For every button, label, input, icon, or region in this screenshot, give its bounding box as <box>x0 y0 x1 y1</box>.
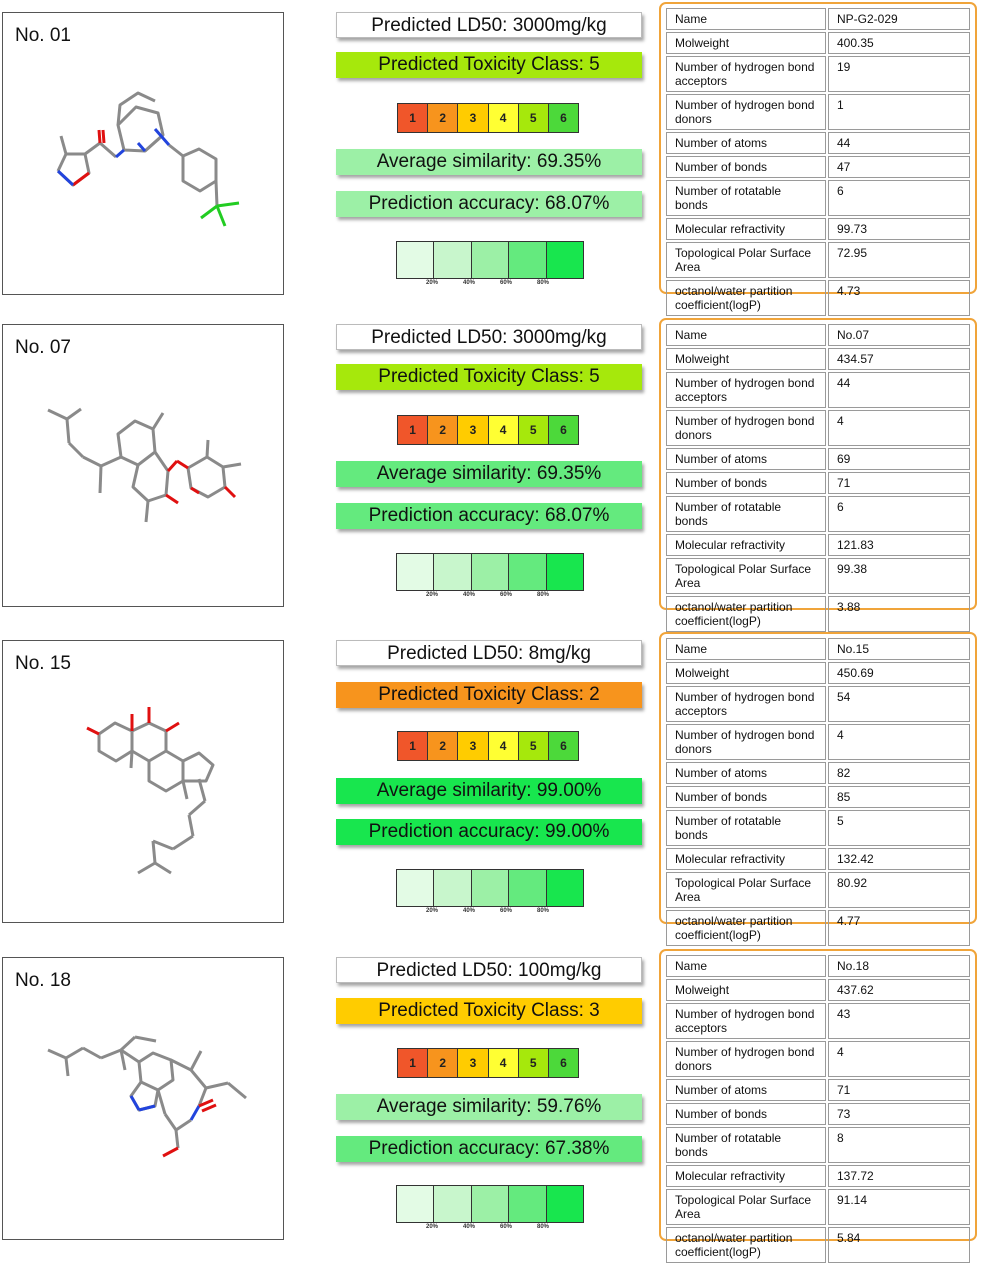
prop-value-atoms: 71 <box>828 1079 970 1101</box>
ld50-prediction: Predicted LD50: 100mg/kg <box>336 957 642 983</box>
molecule-structure-image <box>3 958 285 1241</box>
properties-table <box>659 2 977 312</box>
ld50-prediction: Predicted LD50: 8mg/kg <box>336 640 642 666</box>
prop-label: Name <box>666 324 826 346</box>
similarity-scale <box>396 241 584 279</box>
compound-panel-01 <box>0 12 982 312</box>
scale-cell <box>509 1186 546 1222</box>
prop-label: Molecular refractivity <box>666 1165 826 1187</box>
prop-label: Topological Polar Surface Area <box>666 558 826 594</box>
average-similarity: Average similarity: 99.00% <box>336 778 642 804</box>
prop-label: Number of rotatable bonds <box>666 180 826 216</box>
prediction-accuracy: Prediction accuracy: 67.38% <box>336 1136 642 1162</box>
prop-value-hba: 19 <box>828 56 970 92</box>
prop-value-atoms: 69 <box>828 448 970 470</box>
compound-label: No. 01 <box>15 25 71 46</box>
class-cell-6: 6 <box>549 104 578 132</box>
prop-value-bonds: 85 <box>828 786 970 808</box>
prop-label: Molecular refractivity <box>666 534 826 556</box>
prop-value-refractivity: 137.72 <box>828 1165 970 1187</box>
prop-label: Number of atoms <box>666 132 826 154</box>
prop-value-rotatable: 6 <box>828 496 970 532</box>
prop-value-name: No.07 <box>828 324 970 346</box>
prediction-accuracy: Prediction accuracy: 99.00% <box>336 819 642 845</box>
prop-label: octanol/water partition coefficient(logP) <box>666 280 826 316</box>
toxicity-class-scale <box>397 731 579 761</box>
class-cell-2: 2 <box>428 1049 458 1077</box>
scale-cell <box>547 870 583 906</box>
prop-value-bonds: 73 <box>828 1103 970 1125</box>
prop-value-molweight: 434.57 <box>828 348 970 370</box>
prop-label: Molweight <box>666 348 826 370</box>
prop-label: Number of hydrogen bond donors <box>666 724 826 760</box>
prop-label: octanol/water partition coefficient(logP) <box>666 1227 826 1263</box>
class-cell-3: 3 <box>458 104 488 132</box>
structure-box <box>2 640 284 923</box>
prop-value-refractivity: 99.73 <box>828 218 970 240</box>
prop-value-logp: 4.77 <box>828 910 970 946</box>
prop-value-rotatable: 6 <box>828 180 970 216</box>
ld50-prediction: Predicted LD50: 3000mg/kg <box>336 324 642 350</box>
structure-box <box>2 324 284 607</box>
scale-cell <box>509 242 546 278</box>
structure-box <box>2 12 284 295</box>
ld50-prediction: Predicted LD50: 3000mg/kg <box>336 12 642 38</box>
prop-value-hba: 43 <box>828 1003 970 1039</box>
prop-value-logp: 3.88 <box>828 596 970 632</box>
scale-tick: 60% <box>500 592 513 598</box>
scale-cell <box>397 870 434 906</box>
similarity-scale <box>396 553 584 591</box>
prop-label: Number of hydrogen bond acceptors <box>666 1003 826 1039</box>
class-cell-2: 2 <box>428 732 458 760</box>
prop-value-logp: 5.84 <box>828 1227 970 1263</box>
toxicity-class-prediction: Predicted Toxicity Class: 2 <box>336 682 642 708</box>
prop-value-hbd: 4 <box>828 1041 970 1077</box>
prop-label: Molecular refractivity <box>666 218 826 240</box>
scale-tick: 40% <box>463 908 476 914</box>
compound-label: No. 15 <box>15 653 71 674</box>
prop-label: Topological Polar Surface Area <box>666 242 826 278</box>
scale-tick: 20% <box>426 908 439 914</box>
class-cell-4: 4 <box>489 104 519 132</box>
prop-label: Molecular refractivity <box>666 848 826 870</box>
scale-cell <box>472 1186 509 1222</box>
properties-table <box>659 318 977 628</box>
scale-tick: 80% <box>537 908 550 914</box>
class-cell-5: 5 <box>519 104 549 132</box>
class-cell-5: 5 <box>519 732 549 760</box>
prop-value-atoms: 44 <box>828 132 970 154</box>
class-cell-5: 5 <box>519 416 549 444</box>
prop-value-hba: 54 <box>828 686 970 722</box>
scale-cell <box>509 554 546 590</box>
class-cell-2: 2 <box>428 416 458 444</box>
prop-value-molweight: 400.35 <box>828 32 970 54</box>
prop-value-hbd: 1 <box>828 94 970 130</box>
scale-cell <box>434 1186 471 1222</box>
average-similarity: Average similarity: 69.35% <box>336 149 642 175</box>
prop-value-molweight: 437.62 <box>828 979 970 1001</box>
scale-cell <box>434 870 471 906</box>
prop-value-tpsa: 91.14 <box>828 1189 970 1225</box>
prop-value-hbd: 4 <box>828 410 970 446</box>
class-cell-3: 3 <box>458 416 488 444</box>
prop-label: Number of rotatable bonds <box>666 810 826 846</box>
toxicity-class-scale <box>397 103 579 133</box>
scale-tick: 40% <box>463 592 476 598</box>
prop-label: Number of hydrogen bond donors <box>666 1041 826 1077</box>
class-cell-4: 4 <box>489 732 519 760</box>
prop-label: Number of rotatable bonds <box>666 1127 826 1163</box>
scale-cell <box>509 870 546 906</box>
prop-value-bonds: 71 <box>828 472 970 494</box>
scale-tick: 20% <box>426 592 439 598</box>
prop-value-rotatable: 8 <box>828 1127 970 1163</box>
prop-value-bonds: 47 <box>828 156 970 178</box>
scale-tick: 80% <box>537 280 550 286</box>
prop-label: Number of hydrogen bond donors <box>666 410 826 446</box>
prop-value-tpsa: 99.38 <box>828 558 970 594</box>
class-cell-2: 2 <box>428 104 458 132</box>
scale-cell <box>397 242 434 278</box>
prop-label: octanol/water partition coefficient(logP) <box>666 596 826 632</box>
prop-label: Number of hydrogen bond acceptors <box>666 372 826 408</box>
molecule-structure-image <box>3 13 285 296</box>
prop-value-name: No.18 <box>828 955 970 977</box>
compound-panel-15 <box>0 640 982 940</box>
prop-label: Name <box>666 955 826 977</box>
class-cell-6: 6 <box>549 732 578 760</box>
prop-label: Name <box>666 638 826 660</box>
class-cell-6: 6 <box>549 1049 578 1077</box>
toxicity-class-scale <box>397 415 579 445</box>
prop-value-hba: 44 <box>828 372 970 408</box>
prediction-accuracy: Prediction accuracy: 68.07% <box>336 191 642 217</box>
prop-label: Molweight <box>666 32 826 54</box>
class-cell-1: 1 <box>398 1049 428 1077</box>
prop-label: Number of hydrogen bond acceptors <box>666 686 826 722</box>
prop-value-hbd: 4 <box>828 724 970 760</box>
similarity-scale <box>396 1185 584 1223</box>
class-cell-5: 5 <box>519 1049 549 1077</box>
prop-value-tpsa: 80.92 <box>828 872 970 908</box>
prop-value-name: No.15 <box>828 638 970 660</box>
class-cell-1: 1 <box>398 104 428 132</box>
compound-label: No. 18 <box>15 970 71 991</box>
prop-label: Molweight <box>666 979 826 1001</box>
scale-cell <box>472 870 509 906</box>
scale-cell <box>472 242 509 278</box>
scale-cell <box>547 1186 583 1222</box>
prop-value-rotatable: 5 <box>828 810 970 846</box>
molecule-structure-image <box>3 641 285 924</box>
class-cell-3: 3 <box>458 1049 488 1077</box>
class-cell-3: 3 <box>458 732 488 760</box>
class-cell-4: 4 <box>489 1049 519 1077</box>
scale-cell <box>472 554 509 590</box>
prop-label: Number of bonds <box>666 786 826 808</box>
scale-cell <box>397 1186 434 1222</box>
scale-tick: 60% <box>500 1224 513 1230</box>
prop-label: Topological Polar Surface Area <box>666 1189 826 1225</box>
prop-value-refractivity: 121.83 <box>828 534 970 556</box>
prop-label: octanol/water partition coefficient(logP) <box>666 910 826 946</box>
prediction-accuracy: Prediction accuracy: 68.07% <box>336 503 642 529</box>
class-cell-1: 1 <box>398 732 428 760</box>
compound-panel-07 <box>0 324 982 628</box>
class-cell-6: 6 <box>549 416 578 444</box>
average-similarity: Average similarity: 69.35% <box>336 461 642 487</box>
prop-label: Number of bonds <box>666 156 826 178</box>
prop-label: Number of atoms <box>666 448 826 470</box>
structure-box <box>2 957 284 1240</box>
toxicity-class-prediction: Predicted Toxicity Class: 5 <box>336 364 642 390</box>
scale-tick: 80% <box>537 592 550 598</box>
class-cell-4: 4 <box>489 416 519 444</box>
scale-tick: 20% <box>426 280 439 286</box>
scale-tick: 60% <box>500 908 513 914</box>
scale-cell <box>547 554 583 590</box>
properties-table <box>659 632 977 942</box>
prop-value-molweight: 450.69 <box>828 662 970 684</box>
molecule-structure-image <box>3 325 285 608</box>
prop-value-logp: 4.73 <box>828 280 970 316</box>
prop-label: Topological Polar Surface Area <box>666 872 826 908</box>
toxicity-class-scale <box>397 1048 579 1078</box>
scale-tick: 20% <box>426 1224 439 1230</box>
scale-tick: 80% <box>537 1224 550 1230</box>
prop-label: Number of bonds <box>666 1103 826 1125</box>
prop-value-refractivity: 132.42 <box>828 848 970 870</box>
prop-value-atoms: 82 <box>828 762 970 784</box>
similarity-scale <box>396 869 584 907</box>
scale-cell <box>434 554 471 590</box>
prop-label: Number of atoms <box>666 1079 826 1101</box>
scale-tick: 40% <box>463 1224 476 1230</box>
prop-label: Number of atoms <box>666 762 826 784</box>
prop-value-tpsa: 72.95 <box>828 242 970 278</box>
prop-label: Molweight <box>666 662 826 684</box>
compound-panel-18 <box>0 957 982 1257</box>
prop-value-name: NP-G2-029 <box>828 8 970 30</box>
prop-label: Number of hydrogen bond donors <box>666 94 826 130</box>
scale-tick: 60% <box>500 280 513 286</box>
prop-label: Number of bonds <box>666 472 826 494</box>
prop-label: Number of rotatable bonds <box>666 496 826 532</box>
toxicity-class-prediction: Predicted Toxicity Class: 5 <box>336 52 642 78</box>
properties-table <box>659 949 977 1259</box>
prop-label: Name <box>666 8 826 30</box>
compound-label: No. 07 <box>15 337 71 358</box>
class-cell-1: 1 <box>398 416 428 444</box>
average-similarity: Average similarity: 59.76% <box>336 1094 642 1120</box>
toxicity-class-prediction: Predicted Toxicity Class: 3 <box>336 998 642 1024</box>
scale-cell <box>547 242 583 278</box>
prop-label: Number of hydrogen bond acceptors <box>666 56 826 92</box>
scale-cell <box>434 242 471 278</box>
scale-tick: 40% <box>463 280 476 286</box>
scale-cell <box>397 554 434 590</box>
